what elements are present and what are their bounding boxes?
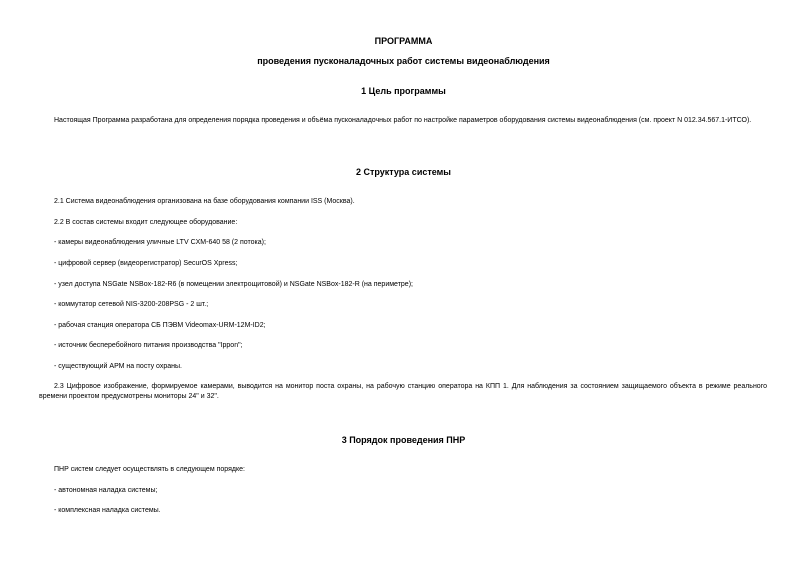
section-2-paragraph-2-2: 2.2 В состав системы входит следующее оборудование:: [54, 219, 238, 226]
equipment-list-item: - существующий АРМ на посту охраны.: [54, 363, 182, 370]
equipment-list-item: - камеры видеонаблюдения уличные LTV CXM-640 58 (2 потока);: [54, 239, 266, 246]
section-2-paragraph-2-3: 2.3 Цифровое изображение, формируемое камерами, выводится на монитор поста охраны, на рабочую станцию оператора на КПП 1. Для наблюдения за состоянием защищаемого объекта в режиме реального времени проектом предусмотрены мониторы 24" и 32".: [39, 383, 767, 400]
section-3-paragraph: ПНР систем следует осуществлять в следующем порядке:: [54, 466, 245, 473]
procedure-list-item: - автономная наладка системы;: [54, 487, 158, 494]
document-subtitle: проведения пусконаладочных работ системы видеонаблюдения: [257, 56, 550, 66]
equipment-list-item: - источник бесперебойного питания производства "Ippon";: [54, 342, 243, 349]
section-2-heading: 2 Структура системы: [355, 167, 451, 177]
section-2-paragraph-2-1: 2.1 Система видеонаблюдения организована на базе оборудования компании ISS (Москва).: [54, 198, 355, 205]
section-3-heading: 3 Порядок проведения ПНР: [341, 435, 466, 445]
equipment-list-item: - коммутатор сетевой NIS-3200-208PSG - 2 шт.;: [54, 301, 209, 308]
equipment-list-item: - узел доступа NSGate NSBox-182-R6 (в помещении электрощитовой) и NSGate NSBox-182-R (на периметре);: [54, 281, 413, 288]
procedure-list-item: - комплексная наладка системы.: [54, 507, 161, 514]
document-title: ПРОГРАММА: [374, 36, 433, 46]
equipment-list-item: - рабочая станция оператора СБ ПЭВМ Videomax-URM-12M-ID2;: [54, 322, 266, 329]
section-1-heading: 1 Цель программы: [361, 86, 446, 96]
section-1-paragraph: Настоящая Программа разработана для определения порядка проведения и объёма пусконаладочных работ по настройке параметров оборудования системы видеонаблюдения (см. проект N 012.34.567.1-ИТСО).: [54, 117, 752, 124]
equipment-list-item: - цифровой сервер (видеорегистратор) SecurOS Xpress;: [54, 260, 238, 267]
